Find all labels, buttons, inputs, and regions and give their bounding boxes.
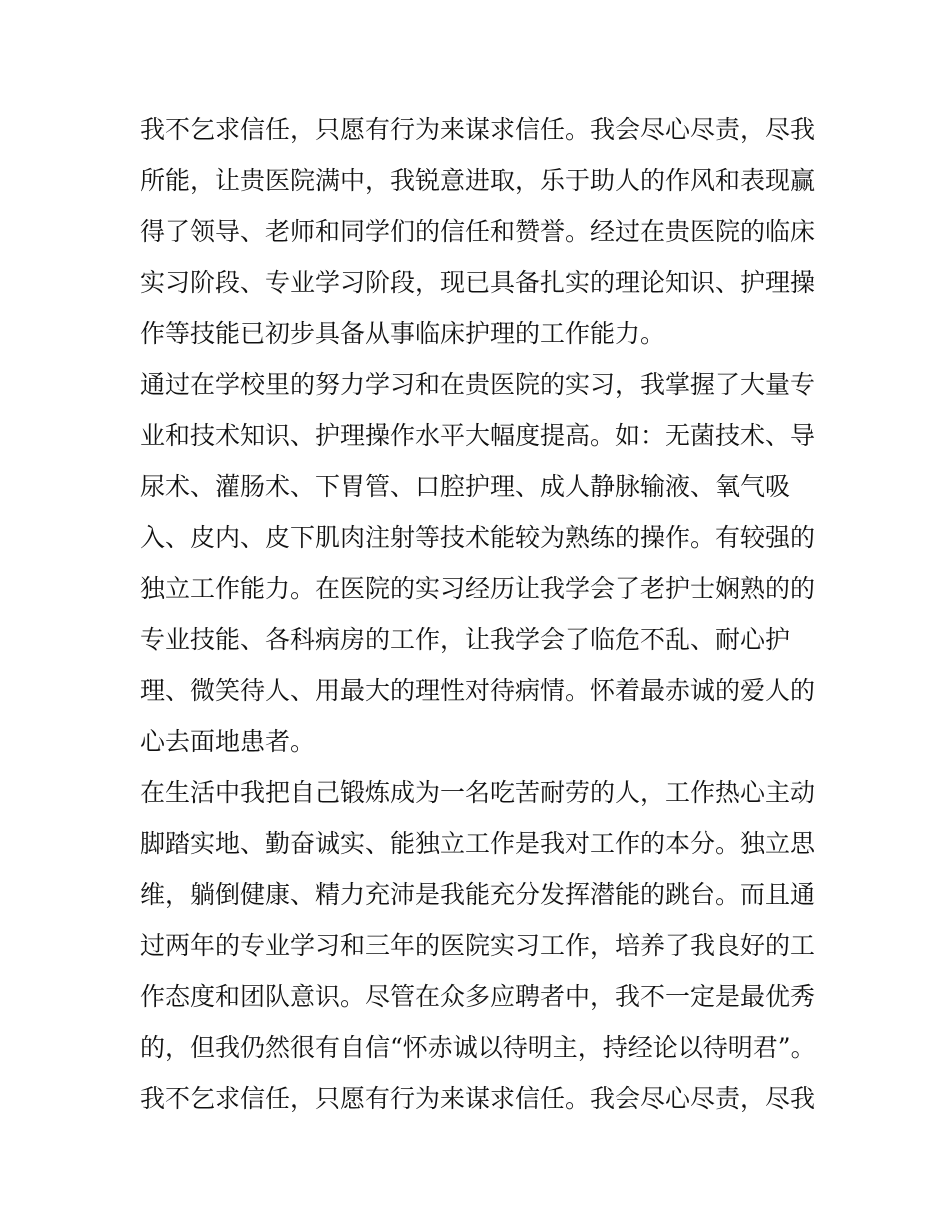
- text-line-8: 尿术、灌肠术、下胃管、口腔护理、成人静脉输液、氧气吸: [140, 472, 791, 501]
- text-line-16: 维，躺倒健康、精力充沛是我能充分发挥潜能的跳台。而且通: [140, 880, 816, 909]
- text-line-18: 作态度和团队意识。尽管在众多应聘者中，我不一定是最优秀: [140, 982, 816, 1011]
- text-line-13: 心去面地患者。: [140, 727, 316, 756]
- text-line-3: 得了领导、老师和同学们的信任和赞誉。经过在贵医院的临床: [140, 217, 816, 246]
- text-line-14: 在生活中我把自己锻炼成为一名吃苦耐劳的人，工作热心主动: [140, 778, 816, 807]
- text-line-4: 实习阶段、专业学习阶段，现已具备扎实的理论知识、护理操: [140, 268, 816, 297]
- text-line-6: 通过在学校里的努力学习和在贵医院的实习，我掌握了大量专: [140, 370, 816, 399]
- text-line-2: 所能，让贵医院满中，我锐意进取，乐于助人的作风和表现赢: [140, 166, 816, 195]
- document-body: [140, 104, 820, 1124]
- text-line-12: 理、微笑待人、用最大的理性对待病情。怀着最赤诚的爱人的: [140, 676, 816, 705]
- text-line-10: 独立工作能力。在医院的实习经历让我学会了老护士娴熟的的: [140, 574, 816, 603]
- text-line-15: 脚踏实地、勤奋诚实、能独立工作是我对工作的本分。独立思: [140, 829, 816, 858]
- text-line-7: 业和技术知识、护理操作水平大幅度提高。如：无菌技术、导: [140, 421, 816, 450]
- text-line-19: 的，但我仍然很有自信“怀赤诚以待明主，持经论以待明君”。: [140, 1033, 816, 1062]
- text-line-17: 过两年的专业学习和三年的医院实习工作，培养了我良好的工: [140, 931, 816, 960]
- text-line-9: 入、皮内、皮下肌肉注射等技术能较为熟练的操作。有较强的: [140, 523, 816, 552]
- text-line-1: 我不乞求信任，只愿有行为来谋求信任。我会尽心尽责，尽我: [140, 115, 816, 144]
- text-line-5: 作等技能已初步具备从事临床护理的工作能力。: [140, 319, 666, 348]
- text-line-11: 专业技能、各科病房的工作，让我学会了临危不乱、耐心护: [140, 625, 791, 654]
- text-line-20: 我不乞求信任，只愿有行为来谋求信任。我会尽心尽责，尽我: [140, 1084, 816, 1113]
